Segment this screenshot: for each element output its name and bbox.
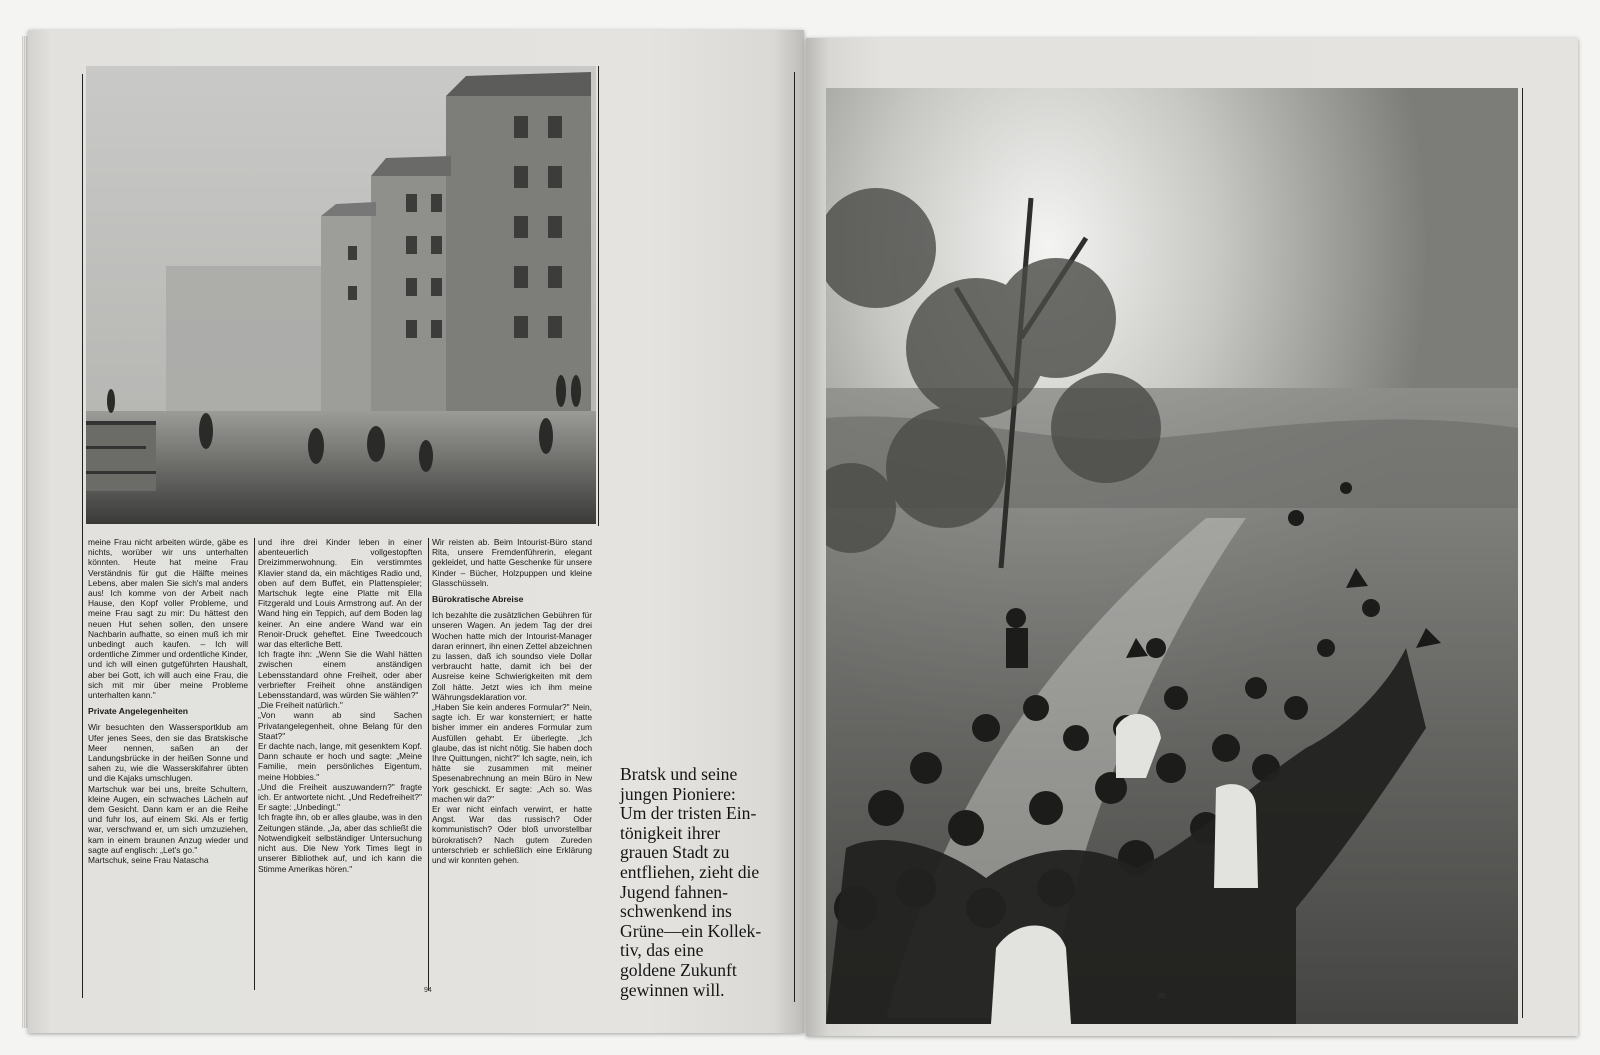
paragraph: meine Frau nicht arbeiten würde, gäbe es nichts, worüber wir uns unterhalten könnten. Heute hat meine Frau Verständnis für gut die Hälfte meines Lebens, aber malen Sie sich's mal anders aus! Ich komme von der Arbeit nach Hause, den Kopf voller Probleme, und meine Frau sagt zu mir: Du hättest den neuen Hut sehen sollen, den unsere Nachbarin aufhatte, so einen muß ich mir unbedingt auch kaufen. – Ich will ordentliche Zimmer und ordentliche Kinder, und ich will einen gutgeführten Haushalt, aber bei Gott, ich will auch eine Frau, die sich mit mir über meine Probleme unterhalten kann." (88, 537, 248, 701)
column-rule-2 (428, 538, 429, 990)
section-heading: Bürokratische Abreise (432, 594, 524, 605)
right-margin-rule (1522, 88, 1523, 1018)
right-page (806, 38, 1578, 1036)
text-column-3 (432, 537, 592, 997)
page-number: 94 (424, 987, 432, 994)
young-pioneers-march-photo (826, 88, 1518, 1024)
paragraph: und ihre drei Kinder leben in einer abenteuerlich vollgestopften Dreizimmerwohnung. Ein verstimmtes Klavier stand da, ein mächtiges Radio und, oben auf dem Buffet, ein Plattenspieler; Martschuk legte eine Platte mit Ella Fitzgerald und Louis Armstrong auf. An der Wand hing ein Teppich, auf dem Boden lag keiner. An eine andere Wand war ein Renoir-Druck geheftet. Eine Tweedcouch war das elterliche Bett. Ich fragte ihn: „Wenn Sie die Wahl hätten zwischen einem anständigen Lebensstandard ohne Freiheit, oder aber verbriefter Freiheit ohne anständigen Lebensstandard, was würden Sie wählen?" „Die Freiheit natürlich." „Von wann ab sind Sachen Privatangelegenheit, ohne Belang für den Staat?" Er dachte nach, lange, mit gesenktem Kopf. Dann schaute er hoch und sagte: „Meine Familie, mein persönliches Eigentum, meine Hobbies." „Und die Freiheit auszuwandern?" fragte ich. Er antwortete nicht. „Und Redefreiheit?" Er sagte: „Unbedingt." Ich fragte ihn, ob er alles glaube, was in den Zeitungen stände. „Ja, aber das schließt die Notwendigkeit selbständiger Untersuchung nicht aus. Die New York Times liegt in unserer Bibliothek auf, und ich kann die Stimme Amerikas hören." (258, 537, 422, 874)
text-column-1 (88, 537, 248, 997)
caption-rule (794, 72, 795, 1002)
left-margin-rule (82, 74, 83, 998)
building-site-photo (86, 66, 596, 524)
photo-caption: Bratsk und seine jungen Pioniere: Um der tristen Ein- tönigkeit ihrer grauen Stadt zu entfliehen, zieht die Jugend fahnen- schwenkend ins Grüne—ein Kollek- tiv, das eine goldene Zukunft gewinnen will. (620, 764, 762, 1000)
text-column-2 (258, 537, 422, 997)
photo-right-rule (598, 66, 599, 526)
paragraph: Ich bezahlte die zusätzlichen Gebühren für unseren Wagen. An jedem Tag der drei Wochen hatte mich der Intourist-Manager daran erinnert, ihn einen Zettel abzeichnen zu lassen, daß ich soundso viele Dollar verbraucht hatte, damit ich bei der Ausreise keine Schwierigkeiten mit dem Zoll hätte. Jetzt wies ich ihm meine Währungsdeklaration vor. „Haben Sie kein anderes Formular?" Nein, sagte ich. Er war konsterniert; er hatte bisher immer ein anderes Formular zum Ausfüllen gehabt. Er überlegte. „Ich glaube, das ist nicht nötig. Sie haben doch Ihre Quittungen, nicht?" Ich sagte, nein, ich hätte sie zusammen mit meiner Spesenabrechnung an mein Büro in New York geschickt. Er sagte: „Ach so. Was machen wir da?" Er war nicht einfach verwirrt, er hatte Angst. War das russisch? Oder kommunistisch? Oder bloß unvorstellbar bürokratisch? Nach gutem Zureden unterschrieb er schließlich eine Erklärung und wir konnten gehen. (432, 610, 592, 866)
paragraph: Wir reisten ab. Beim Intourist-Büro stand Rita, unsere Fremdenführerin, elegant gekleidet, und hatte Geschenke für unsere Kinder – Bücher, Holzpuppen und kleine Glasschüsseln. (432, 537, 592, 588)
page-number: 95 (1158, 993, 1166, 1000)
paragraph: Wir besuchten den Wassersportklub am Ufer jenes Sees, den sie das Bratskische Meer nennen, saßen an der Landungsbrücke in der heißen Sonne und sahen zu, wie die Wasserskifahrer übten und die Kajaks umschlugen. Martschuk war bei uns, breite Schultern, kleine Augen, ein schwaches Lächeln auf dem Gesicht. Dann kam er an die Reihe und fuhr los, auf einem Ski. Als er fertig war, verschwand er, um sich umzuziehen, kam in einem braunen Anzug wieder und sagte auf englisch: „Let's go." Martschuk, seine Frau Natascha (88, 722, 248, 866)
section-heading: Private Angelegenheiten (88, 706, 188, 717)
column-rule-1 (254, 538, 255, 990)
